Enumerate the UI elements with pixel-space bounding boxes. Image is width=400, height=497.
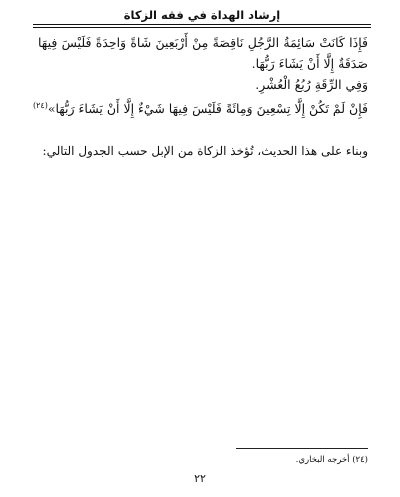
body-paragraph: وبناء على هذا الحديث، تُؤخذ الزكاة من الإبل حسب الجدول التالي: — [42, 144, 368, 158]
header-title: إرشاد الهداة في فقه الزكاة — [123, 8, 281, 22]
header-rule-thin — [33, 27, 371, 28]
footnote-separator — [236, 448, 368, 449]
hadith-line-2: صَدَقَةٌ إِلَّا أَنْ يَشَاءَ رَبُّهَا. — [251, 56, 368, 71]
header-rule — [33, 24, 371, 25]
hadith-line-4-text: فَإِنْ لَمْ تَكُنْ إِلَّا تِسْعِينَ وَمِائَةً فَلَيْسَ فِيهَا شَيْءٌ إِلَّا أَنْ يَشَاءَ رَبُّهَا» — [47, 101, 368, 117]
page-number: ٢٢ — [194, 472, 206, 485]
hadith-line-3: وَفِي الرِّقَةِ رُبُعُ الْعُشْرِ. — [255, 77, 368, 92]
hadith-text — [33, 32, 368, 119]
hadith-line-1: فَإِذَا كَانَتْ سَائِمَةُ الرَّجُلِ نَاقِصَةً مِنْ أَرْبَعِينَ شَاةً وَاحِدَةً فَلَيْسَ فِيهَا — [38, 35, 368, 50]
running-header — [33, 8, 371, 26]
footnote: (٢٤) أخرجه البخاري. — [295, 455, 368, 465]
footnote-reference[interactable]: (٢٤) — [33, 101, 48, 110]
hadith-line-4 — [33, 95, 368, 119]
